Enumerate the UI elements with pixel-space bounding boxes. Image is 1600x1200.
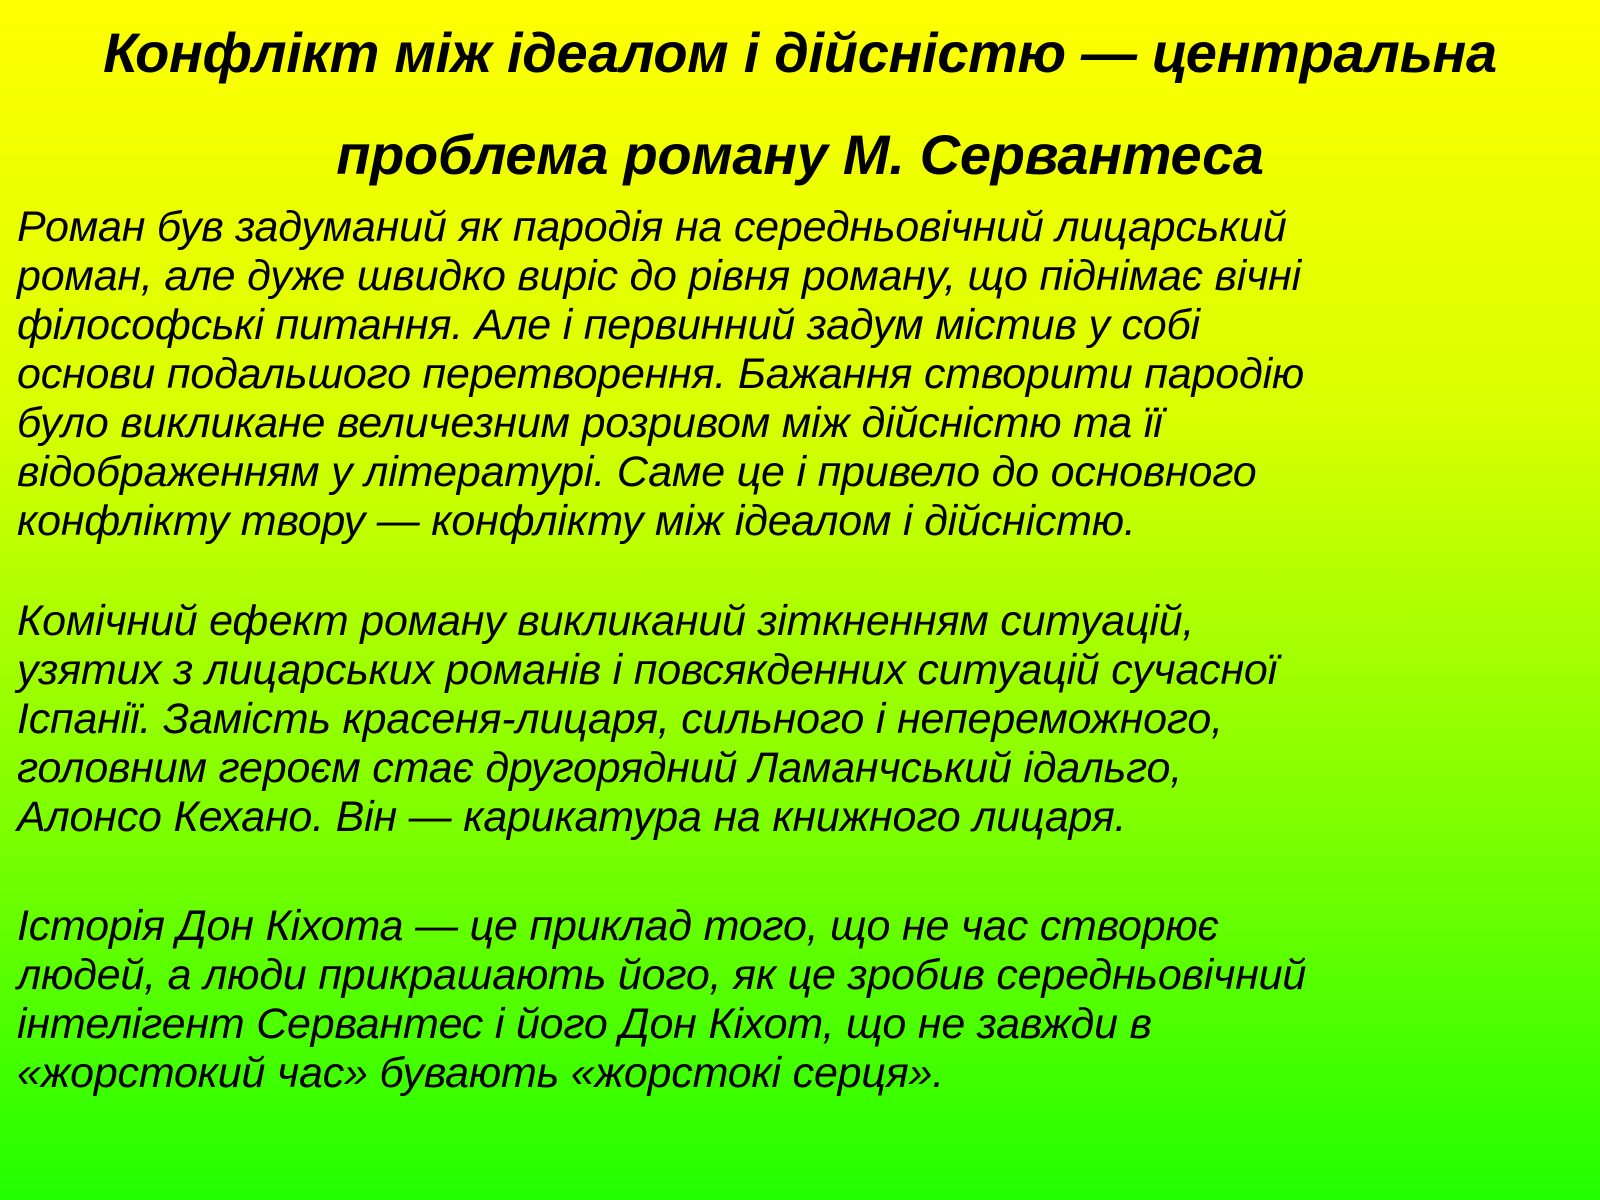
paragraph-don-quixote-story xyxy=(17,902,1587,1098)
paragraph-line: Іспанії. Замість красеня-лицаря, сильного і непереможного, xyxy=(17,695,1223,743)
slide-title xyxy=(0,2,1600,206)
slide-title-line: Конфлікт між ідеалом і дійсністю — центральна xyxy=(103,21,1497,84)
paragraph-line: основи подальшого перетворення. Бажання створити пародію xyxy=(17,350,1305,398)
slide-title-line: проблема роману М. Сервантеса xyxy=(336,123,1264,186)
paragraph-line: «жорстокий час» бувають «жорстокі серця». xyxy=(17,1049,944,1097)
paragraph-line: головним героєм стає другорядний Ламанчський ідальго, xyxy=(17,744,1183,792)
paragraph-parody-origin xyxy=(17,203,1587,546)
paragraph-line: Історія Дон Кіхота — це приклад того, що не час створює xyxy=(17,902,1219,950)
paragraph-line: інтелігент Сервантес і його Дон Кіхот, що не завжди в xyxy=(17,1000,1152,1048)
paragraph-line: Комічний ефект роману викликаний зіткненням ситуацій, xyxy=(17,597,1195,645)
paragraph-line: було викликане величезним розривом між дійсністю та її xyxy=(17,399,1163,447)
paragraph-line: людей, а люди прикрашають його, як це зробив середньовічний xyxy=(17,951,1307,999)
paragraph-line: роман, але дуже швидко виріс до рівня роману, що піднімає вічні xyxy=(17,252,1301,300)
paragraph-line: конфлікту твору — конфлікту між ідеалом і дійсністю. xyxy=(17,497,1136,545)
paragraph-line: філософські питання. Але і первинний задум містив у собі xyxy=(17,301,1200,349)
paragraph-line: відображенням у літературі. Саме це і привело до основного xyxy=(17,448,1257,496)
paragraph-line: узятих з лицарських романів і повсякденних ситуацій сучасної xyxy=(17,646,1277,694)
paragraph-comic-effect xyxy=(17,597,1587,842)
paragraph-line: Алонсо Кехано. Він — карикатура на книжного лицаря. xyxy=(17,793,1127,841)
paragraph-line: Роман був задуманий як пародія на середньовічний лицарський xyxy=(17,203,1287,251)
